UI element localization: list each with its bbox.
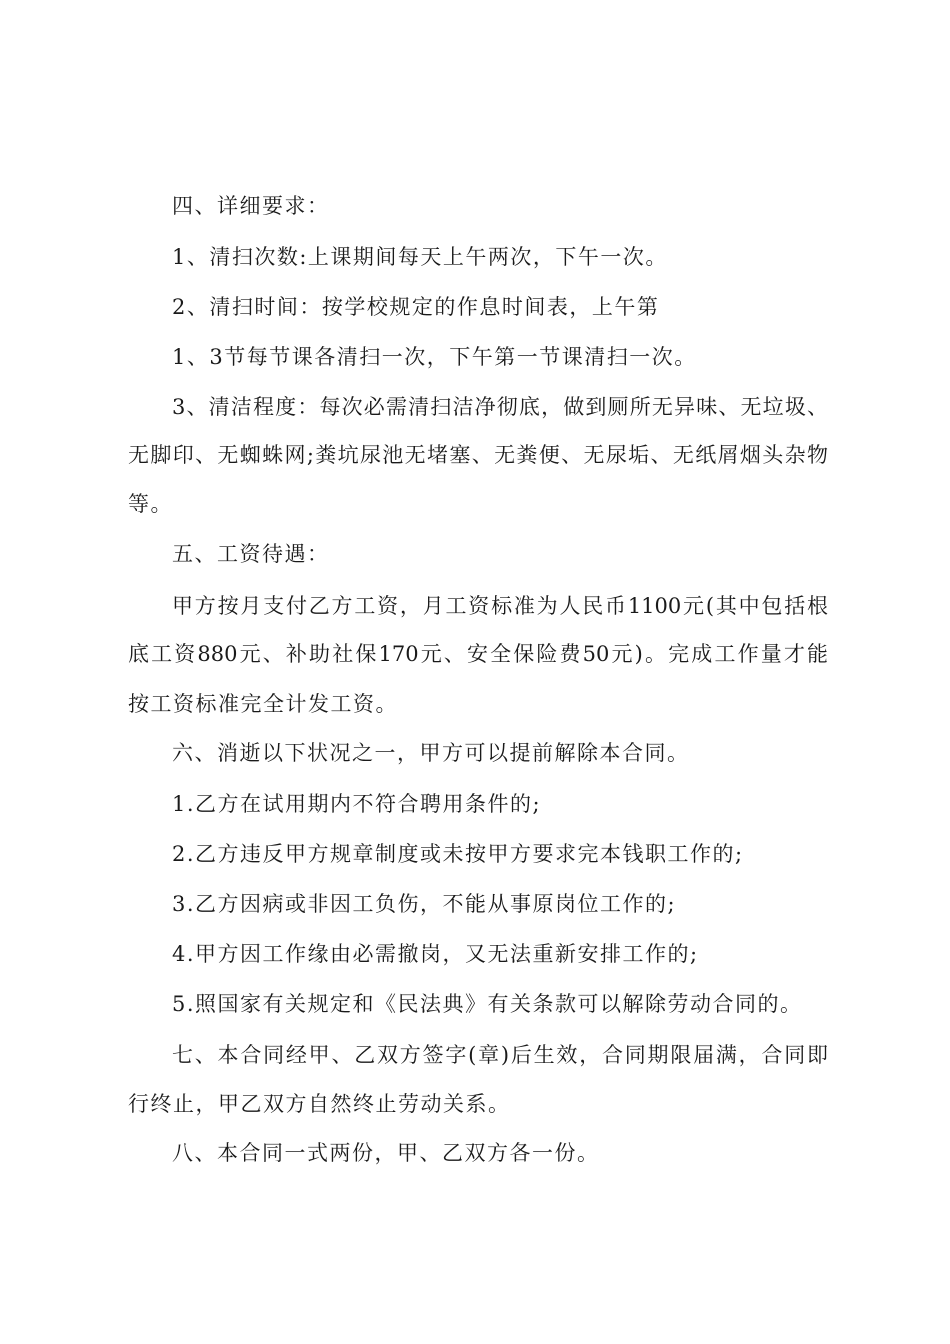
list-item: 4.甲方因工作缘由必需撤岗，又无法重新安排工作的;: [172, 942, 699, 966]
paragraph-line: 底工资880元、补助社保170元、安全保险费50元)。完成工作量才能: [128, 642, 828, 666]
paragraph-line: 2、清扫时间：按学校规定的作息时间表，上午第: [172, 295, 660, 319]
section-heading-wages: 五、工资待遇：: [172, 542, 330, 566]
paragraph-line: 3、清洁程度：每次必需清扫洁净彻底，做到厕所无异味、无垃圾、: [172, 395, 828, 419]
paragraph-line: 等。: [128, 492, 173, 516]
paragraph-line: 无脚印、无蜘蛛网;粪坑尿池无堵塞、无粪便、无尿垢、无纸屑烟头杂物: [128, 443, 828, 467]
list-item: 1.乙方在试用期内不符合聘用条件的;: [172, 792, 542, 816]
paragraph-line: 甲方按月支付乙方工资，月工资标准为人民币1100元(其中包括根: [172, 594, 828, 618]
paragraph-line: 行终止，甲乙双方自然终止劳动关系。: [128, 1092, 511, 1116]
section-heading-copies: 八、本合同一式两份，甲、乙双方各一份。: [172, 1141, 600, 1165]
section-heading-effectiveness: 七、本合同经甲、乙双方签字(章)后生效，合同期限届满，合同即: [172, 1043, 828, 1067]
section-heading-termination: 六、消逝以下状况之一，甲方可以提前解除本合同。: [172, 741, 690, 765]
list-item: 2.乙方违反甲方规章制度或未按甲方要求完本钱职工作的;: [172, 842, 744, 866]
paragraph-line: 按工资标准完全计发工资。: [128, 692, 398, 716]
list-item: 5.照国家有关规定和《民法典》有关条款可以解除劳动合同的。: [172, 992, 803, 1016]
paragraph-line: 1、清扫次数:上课期间每天上午两次，下午一次。: [172, 245, 668, 269]
list-item: 3.乙方因病或非因工负伤，不能从事原岗位工作的;: [172, 892, 677, 916]
section-heading-requirements: 四、详细要求：: [172, 194, 330, 218]
paragraph-line: 1、3节每节课各清扫一次，下午第一节课清扫一次。: [172, 345, 697, 369]
